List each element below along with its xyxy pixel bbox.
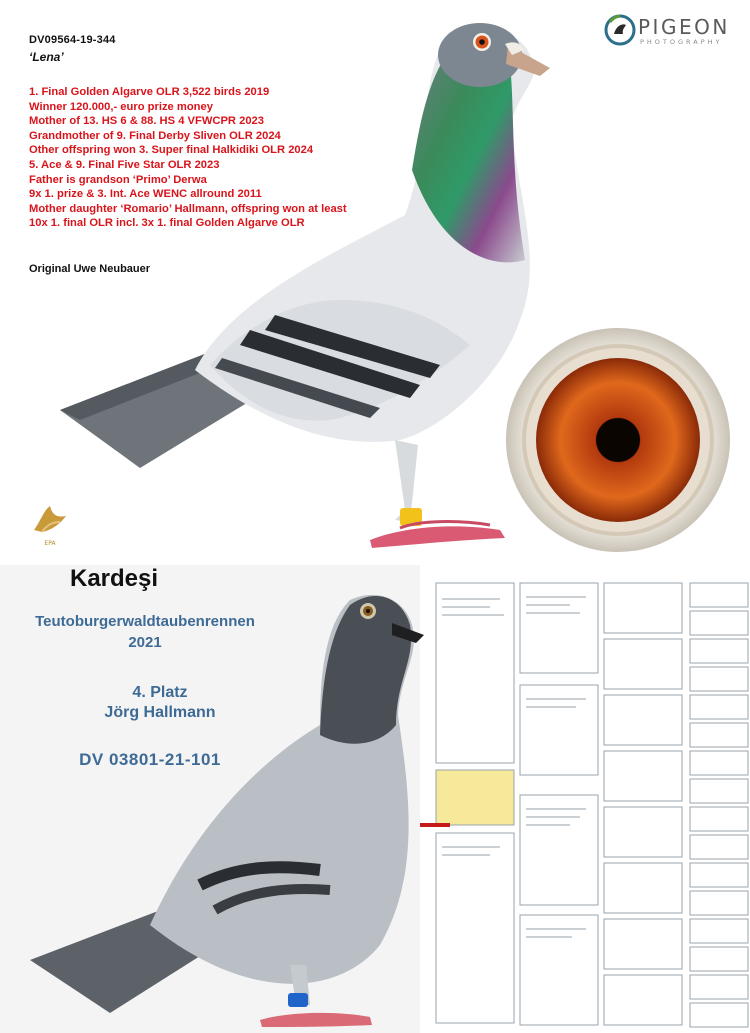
origin-note: Original Uwe Neubauer — [29, 263, 151, 275]
achievement-item: 5. Ace & 9. Final Five Star OLR 2023 — [29, 158, 220, 171]
achievements-list — [29, 85, 347, 231]
logo-name: PIGEON — [638, 15, 730, 39]
logo-subtitle: PHOTOGRAPHY — [640, 38, 723, 46]
epa-label: EPA — [44, 540, 56, 547]
achievement-item: 9x 1. prize & 3. Int. Ace WENC allround 2011 — [29, 188, 262, 201]
achievement-item: Father is grandson ‘Primo’ Derwa — [29, 173, 207, 186]
achievement-item: Mother of 13. HS 6 & 88. HS 4 VFWCPR 2023 — [29, 115, 265, 128]
pigeon-photography-logo — [602, 14, 742, 50]
owner-name: Jörg Hallmann — [104, 704, 216, 721]
achievement-item: Winner 120.000,- euro prize money — [29, 100, 213, 113]
ring-number: DV09564-19-344 — [29, 34, 116, 46]
achievement-item: 10x 1. final OLR incl. 3x 1. final Golden Algarve OLR — [29, 217, 305, 230]
race-year: 2021 — [128, 634, 162, 651]
pigeon-silhouette-icon — [604, 14, 636, 46]
race-name: Teutoburgerwaldtaubenrennen — [35, 613, 255, 630]
golden-bird-icon — [30, 500, 70, 540]
bottom-photo-panel — [0, 565, 750, 1033]
placement: 4. Platz — [132, 684, 188, 701]
sibling-label: Kardeşi — [70, 565, 159, 592]
achievement-item: Grandmother of 9. Final Derby Sliven OLR 2024 — [29, 129, 281, 142]
achievement-item: Mother daughter ‘Romario’ Hallmann, offspring won at least — [29, 202, 347, 215]
sibling-ring-number: DV 03801-21-101 — [79, 750, 221, 769]
bird-name: ‘Lena’ — [29, 50, 64, 64]
achievement-item: Other offspring won 3. Super final Halkidiki OLR 2024 — [29, 144, 314, 157]
achievement-item: 1. Final Golden Algarve OLR 3,522 birds 2019 — [29, 86, 270, 98]
epa-badge — [30, 500, 70, 550]
